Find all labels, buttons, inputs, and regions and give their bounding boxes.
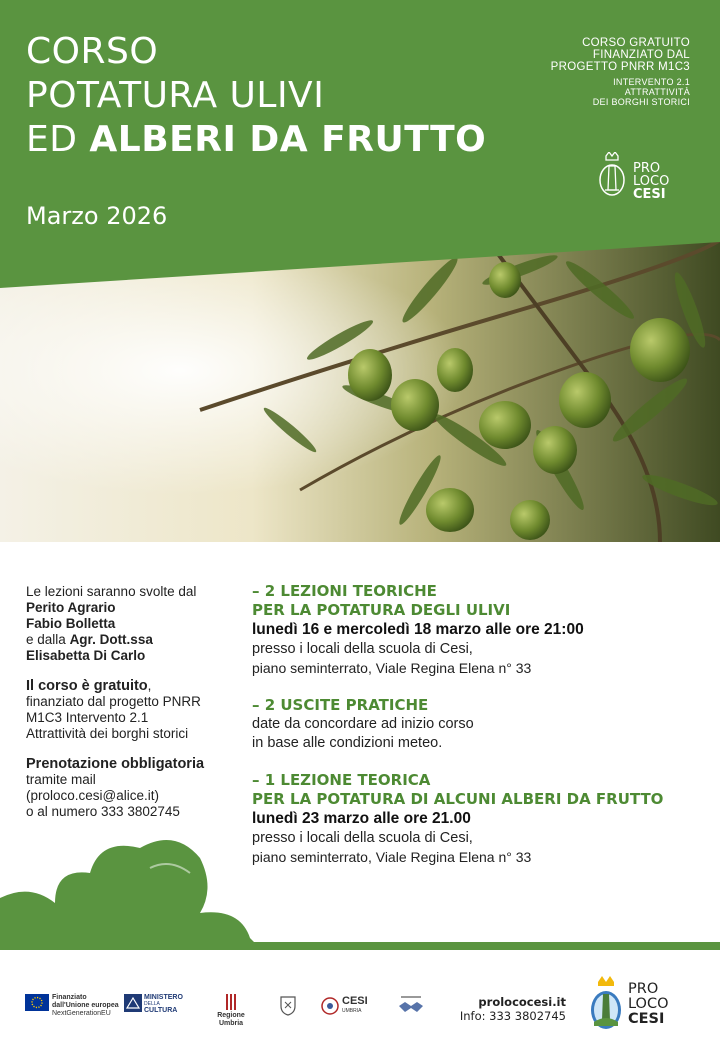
ministero-cultura-logo	[124, 994, 183, 1015]
booking-phone[interactable]: o al numero 333 3802745	[26, 804, 180, 819]
title-line-2: POTATURA ULIVI	[26, 75, 325, 116]
ministero-emblem-icon	[124, 994, 142, 1012]
logo-pro: PRO	[628, 981, 659, 997]
section-3-when: lunedì 23 marzo alle ore 21.00	[252, 810, 471, 827]
page-title	[26, 31, 487, 160]
pro-loco-wordmark	[633, 162, 669, 201]
footer-divider	[0, 942, 720, 950]
logo-cesi: CESI	[628, 1011, 665, 1027]
footer-contact	[458, 995, 566, 1023]
section-1-when: lunedì 16 e mercoledì 18 marzo alle ore 21:00	[252, 621, 584, 638]
ministero-line-1: MINISTERO	[144, 994, 183, 1001]
funding-sub-3: DEI BORGHI STORICI	[592, 97, 690, 107]
section-theory-olives	[252, 582, 714, 678]
course-info	[26, 584, 251, 834]
olive-branch-photo	[0, 230, 720, 542]
teacher-1-role: Perito Agrario	[26, 600, 116, 615]
booking-title: Prenotazione obbligatoria	[26, 756, 205, 772]
pro-loco-logo-top	[597, 152, 697, 204]
free-line-1: finanziato dal progetto PNRR	[26, 694, 201, 709]
regione-umbria-logo	[206, 994, 256, 1028]
logo-loco: LOCO	[633, 174, 670, 189]
free-course-block	[26, 678, 251, 742]
pro-loco-logo-bottom	[588, 976, 708, 1036]
section-3-where-2: piano seminterrato, Viale Regina Elena n° 33	[252, 849, 532, 865]
funding-line-2: FINANZIATO DAL	[592, 49, 690, 61]
teacher-2-role: Agr. Dott.ssa	[69, 632, 153, 647]
comune-seal-icon	[277, 994, 299, 1016]
section-2-line-1: date da concordare ad inizio corso	[252, 716, 474, 732]
funding-sub-1: INTERVENTO 2.1	[613, 77, 690, 87]
section-1-where-2: piano seminterrato, Viale Regina Elena n° 33	[252, 660, 532, 676]
regione-emblem-icon	[225, 994, 237, 1010]
eu-funding-logo	[25, 994, 119, 1018]
ministero-line-2: DELLA	[144, 1001, 160, 1007]
handshake-icon	[397, 994, 425, 1018]
cesi-logo	[320, 996, 368, 1016]
funding-note	[551, 37, 690, 107]
free-line-3: Attrattività dei borghi storici	[26, 726, 189, 741]
logo-loco: LOCO	[628, 996, 669, 1012]
eu-line-3: NextGenerationEU	[52, 1010, 111, 1017]
cesi-logo-text: CESI	[342, 995, 368, 1007]
funding-line-1: CORSO GRATUITO	[582, 37, 690, 49]
regione-label: Regione Umbria	[217, 1012, 245, 1027]
logo-cesi: CESI	[633, 187, 666, 202]
eu-line-1: Finanziato	[52, 994, 87, 1001]
ministero-line-3: CULTURA	[144, 1007, 178, 1014]
cesi-logo-sub: UMBRIA	[342, 1008, 362, 1014]
course-date: Marzo 2026	[26, 202, 168, 230]
funding-sub	[551, 77, 690, 107]
section-3-title-1: – 1 LEZIONE TEORICA	[252, 771, 431, 789]
section-theory-fruit	[252, 771, 714, 867]
free-comma: ,	[147, 678, 152, 693]
teachers-block	[26, 584, 251, 664]
section-1-where-1: presso i locali della scuola di Cesi,	[252, 641, 473, 657]
section-3-title-2: PER LA POTATURA DI ALCUNI ALBERI DA FRUTTO	[252, 790, 664, 808]
free-title: Il corso è gratuito	[26, 678, 148, 694]
eu-flag-icon	[25, 994, 49, 1011]
section-2-title: – 2 USCITE PRATICHE	[252, 696, 429, 714]
teacher-1-name: Fabio Bolletta	[26, 616, 116, 631]
section-2-line-2: in base alle condizioni meteo.	[252, 735, 443, 751]
website-link[interactable]: prolococesi.it	[478, 995, 566, 1009]
free-line-2: M1C3 Intervento 2.1	[26, 710, 149, 725]
logo-pro: PRO	[633, 161, 661, 176]
eu-line-2: dall'Unione europea	[52, 1002, 119, 1009]
cesi-emblem-icon	[320, 996, 340, 1016]
section-1-title-2: PER LA POTATURA DEGLI ULIVI	[252, 601, 511, 619]
teachers-intro: Le lezioni saranno svolte dal	[26, 584, 197, 599]
title-line-3	[26, 119, 487, 160]
teachers-connector: e dalla	[26, 632, 66, 647]
section-1-title-1: – 2 LEZIONI TEORICHE	[252, 582, 437, 600]
section-3-where-1: presso i locali della scuola di Cesi,	[252, 830, 473, 846]
tower-emblem-icon	[588, 976, 624, 1032]
booking-line-1: tramite mail	[26, 772, 96, 787]
booking-block	[26, 756, 251, 820]
schedule	[252, 582, 714, 885]
title-line-1: CORSO	[26, 31, 159, 72]
title-line-3-bold: ALBERI DA FRUTTO	[89, 119, 487, 160]
funding-line-3: PROGETTO PNRR M1C3	[550, 61, 690, 73]
pro-loco-wordmark	[628, 982, 669, 1027]
section-practice	[252, 696, 714, 753]
tower-emblem-icon	[597, 152, 627, 198]
info-phone[interactable]: Info: 333 3802745	[459, 1009, 566, 1023]
teacher-2-name: Elisabetta Di Carlo	[26, 648, 146, 663]
funding-sub-2: ATTRATTIVITÀ	[624, 87, 690, 97]
title-line-3-thin: ED	[26, 119, 78, 160]
booking-email[interactable]: (proloco.cesi@alice.it)	[26, 788, 159, 803]
green-bush-decoration	[0, 828, 260, 948]
